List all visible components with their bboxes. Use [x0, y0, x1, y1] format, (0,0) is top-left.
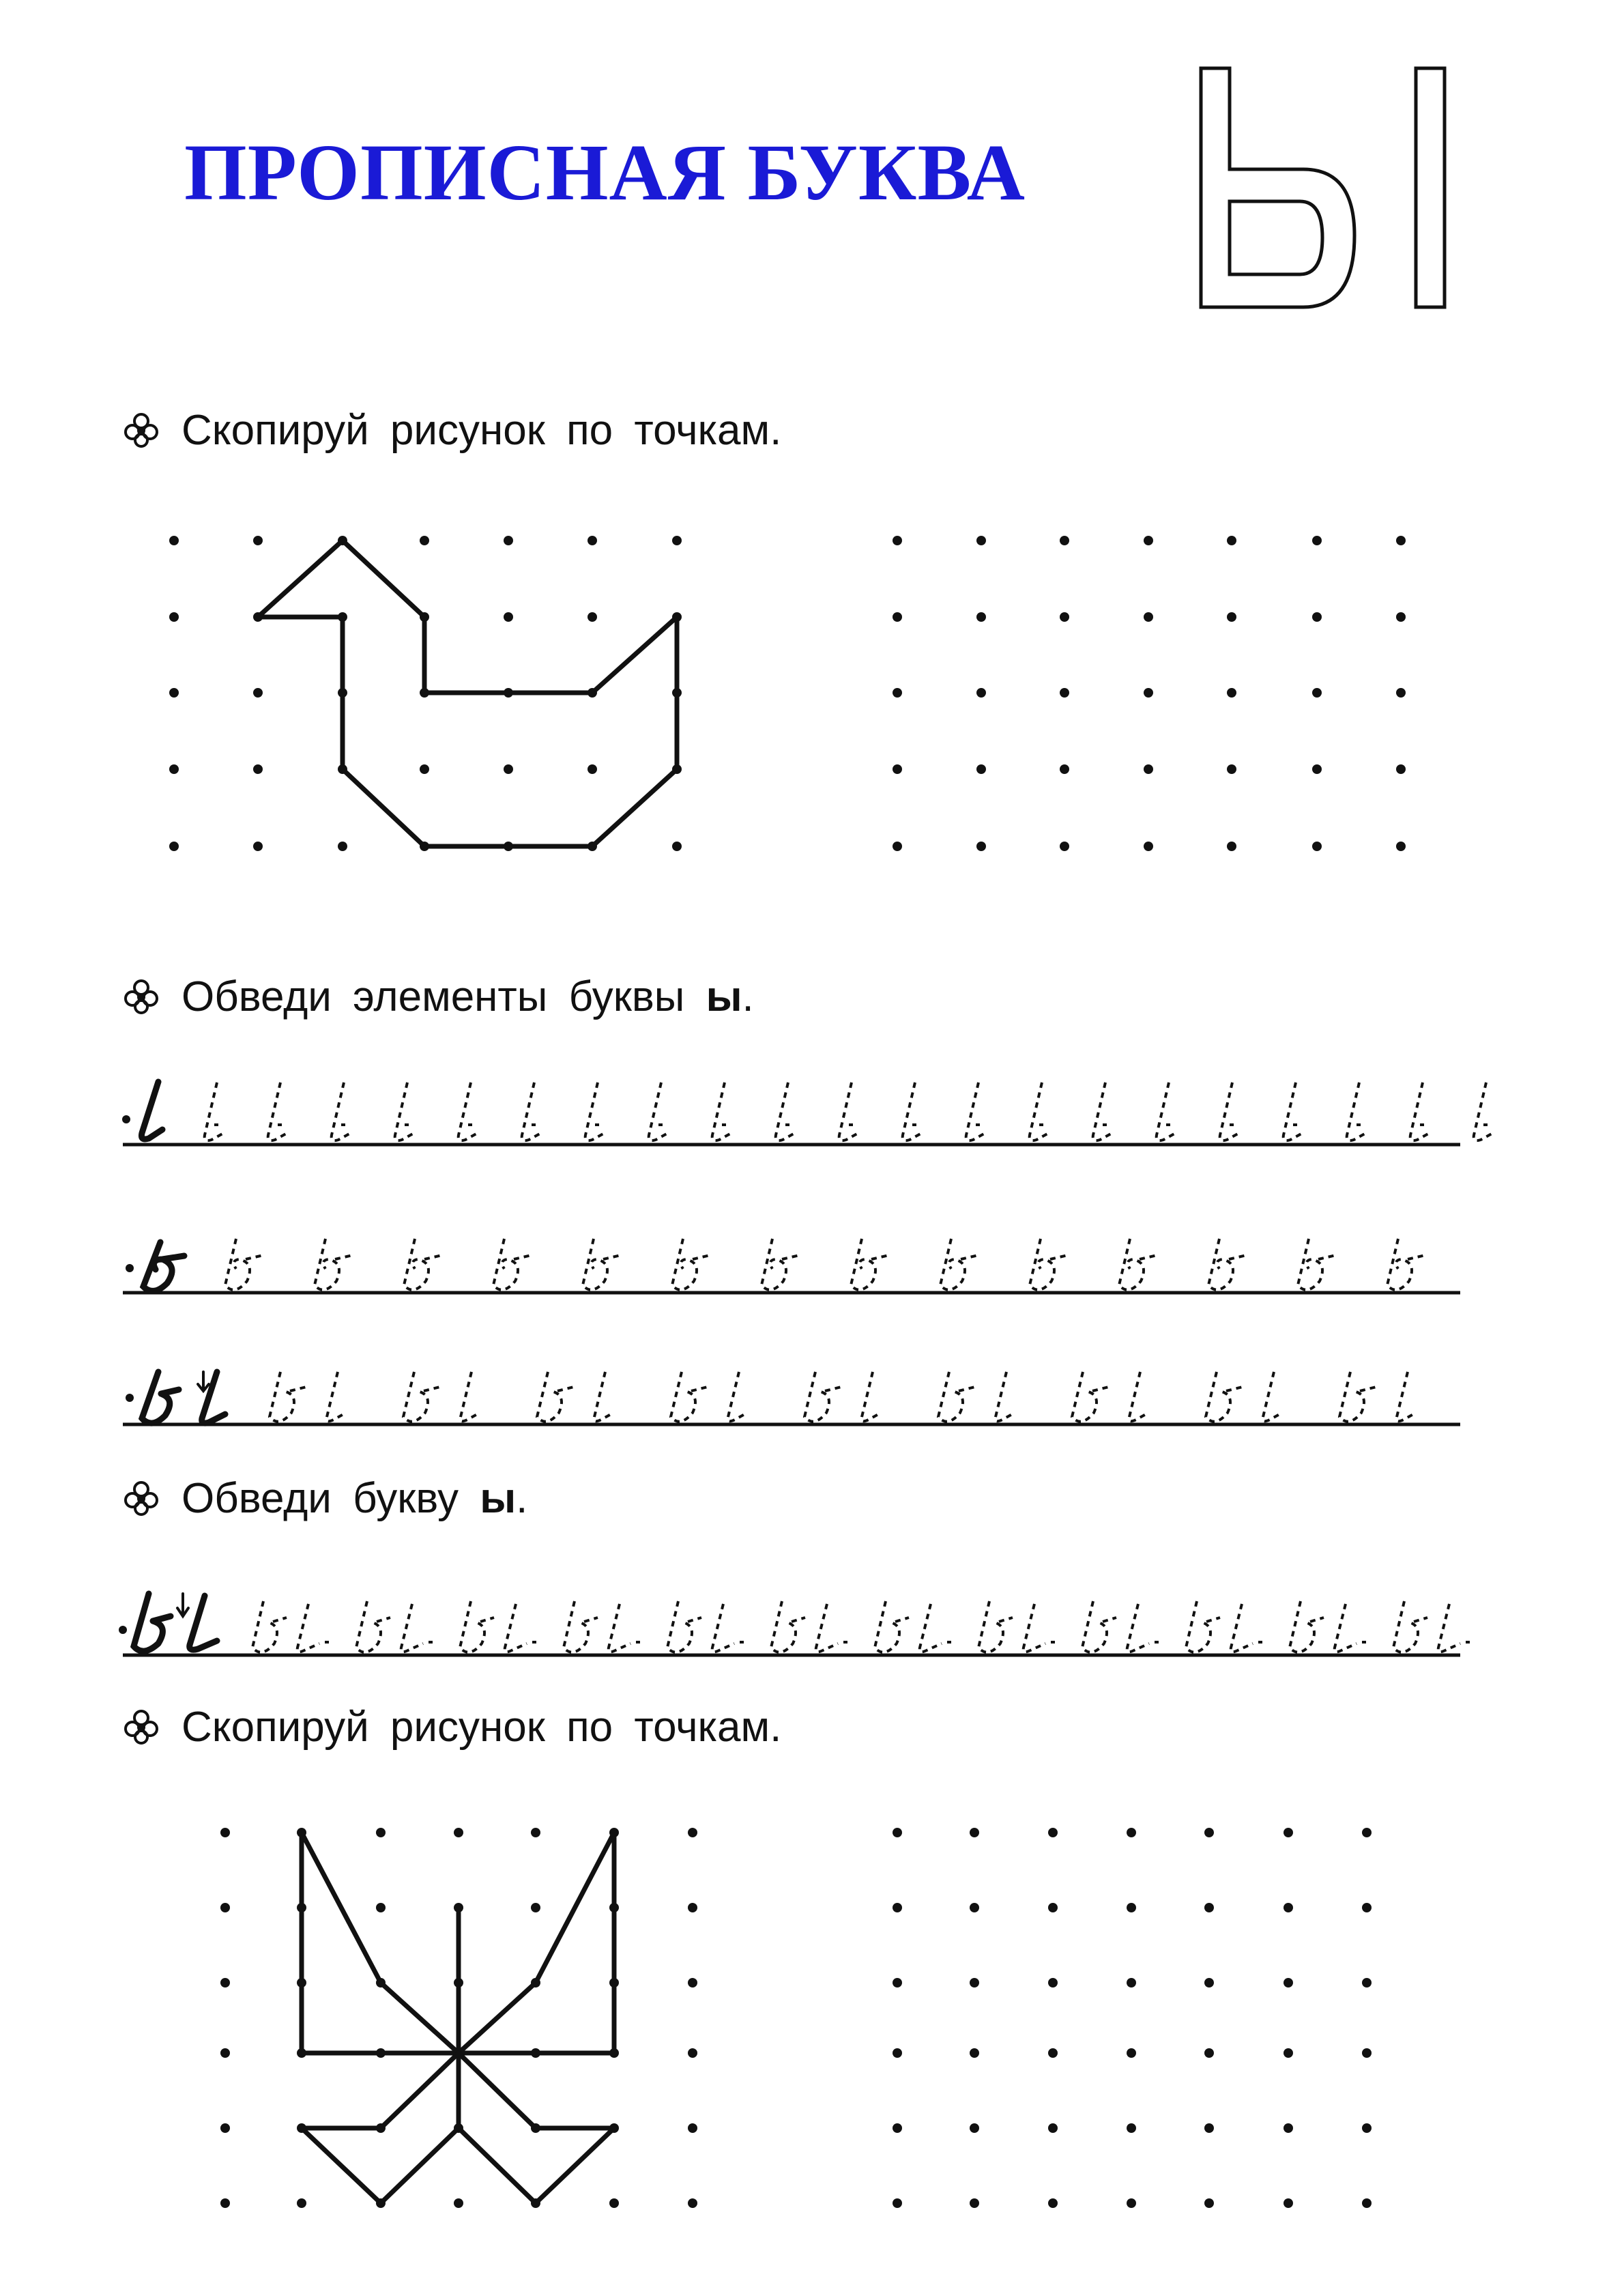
trace-element-i — [649, 1082, 668, 1140]
grid-dot — [1227, 688, 1236, 698]
grid-dot — [1362, 2198, 1372, 2208]
grid-dot — [588, 612, 597, 622]
grid-dot — [893, 1828, 902, 1837]
grid-dot — [970, 1828, 979, 1837]
grid-dot — [1204, 2198, 1214, 2208]
grid-dot — [1362, 1978, 1372, 1988]
trace-soft-sign-i — [804, 1372, 881, 1422]
grid-dot — [1312, 764, 1322, 774]
trace-element-i — [1474, 1082, 1493, 1140]
trace-element-soft-sign — [851, 1239, 889, 1290]
trace-element-i — [585, 1082, 605, 1140]
grid-dot — [1312, 688, 1322, 698]
grid-dot — [220, 2123, 230, 2133]
grid-dot — [970, 2198, 979, 2208]
trace-letter-y — [1393, 1601, 1470, 1652]
grid-dot — [1060, 764, 1069, 774]
grid-dot — [1284, 2198, 1293, 2208]
grid-dot — [1144, 536, 1153, 545]
grid-dot — [1362, 1828, 1372, 1837]
page-title: ПРОПИСНАЯ БУКВА — [184, 128, 1026, 217]
grid-dot — [504, 612, 513, 622]
grid-dot — [1284, 1978, 1293, 1988]
writing-row-2 — [123, 1239, 1460, 1293]
grid-dot — [893, 536, 902, 545]
grid-dot — [1048, 1903, 1058, 1912]
grid-dot — [588, 536, 597, 545]
grid-dot — [1060, 612, 1069, 622]
grid-dot — [1060, 688, 1069, 698]
grid-dot — [672, 536, 682, 545]
grid-dot — [253, 842, 263, 851]
grid-dot — [970, 2048, 979, 2058]
task-tail: . — [742, 973, 754, 1020]
grid-dot — [1204, 1828, 1214, 1837]
grid-dot — [220, 1978, 230, 1988]
trace-element-i — [1284, 1082, 1303, 1140]
task-text: Обведи букву — [182, 1475, 480, 1522]
grid-dot — [970, 1903, 979, 1912]
sample-element-2 — [126, 1242, 184, 1291]
grid-dot — [893, 1978, 902, 1988]
grid-dot — [976, 536, 986, 545]
grid-dot — [1127, 2198, 1136, 2208]
trace-soft-sign-i — [671, 1372, 747, 1422]
grid-dot — [893, 842, 902, 851]
grid-dot — [976, 842, 986, 851]
task-text: Обведи элементы буквы — [182, 973, 706, 1020]
grid-dot — [169, 764, 179, 774]
grid-dot — [1362, 2123, 1372, 2133]
grid-dot — [454, 2198, 463, 2208]
grid-dot — [1060, 842, 1069, 851]
trace-elements-row-1 — [205, 1082, 1493, 1140]
trace-soft-sign-i — [403, 1372, 480, 1422]
grid-dot — [454, 1828, 463, 1837]
grid-dot — [376, 1903, 386, 1912]
trace-letter-y — [1290, 1601, 1366, 1652]
trace-element-i — [1030, 1082, 1049, 1140]
grid-dot — [1048, 1828, 1058, 1837]
writing-row-3 — [123, 1372, 1460, 1424]
sample-letter-row — [119, 1594, 217, 1651]
trace-element-i — [1410, 1082, 1430, 1140]
grid-dot — [1284, 2048, 1293, 2058]
grid-dot — [688, 1903, 697, 1912]
trace-soft-sign-i — [1339, 1372, 1416, 1422]
trace-element-soft-sign — [493, 1239, 532, 1290]
grid-dot — [1048, 2123, 1058, 2133]
grid-dot — [588, 764, 597, 774]
trace-element-i — [1347, 1082, 1366, 1140]
grid-dot — [609, 2198, 619, 2208]
sample-element-1 — [122, 1082, 162, 1139]
trace-element-i — [332, 1082, 351, 1140]
trace-letters-row — [252, 1601, 1470, 1652]
grid-dot — [893, 688, 902, 698]
grid-dot — [688, 2123, 697, 2133]
trace-soft-sign-i — [1206, 1372, 1282, 1422]
grid-dot — [253, 536, 263, 545]
task-text: Скопируй рисунок по точкам. — [182, 1704, 782, 1751]
task-letter: ы — [706, 973, 742, 1020]
trace-element-i — [1157, 1082, 1176, 1140]
grid-dot — [169, 842, 179, 851]
trace-letter-y — [460, 1601, 536, 1652]
grid-dot — [1204, 2123, 1214, 2133]
task-text: Скопируй рисунок по точкам. — [182, 407, 782, 454]
duck-figure — [258, 541, 677, 846]
writing-row-1 — [122, 1082, 1493, 1145]
grid-dot — [1144, 764, 1153, 774]
trace-element-i — [839, 1082, 858, 1140]
trace-element-i — [966, 1082, 985, 1140]
task-letter: ы — [480, 1475, 517, 1522]
trace-element-i — [1220, 1082, 1239, 1140]
grid-dot — [1396, 536, 1406, 545]
trace-letter-y — [875, 1601, 951, 1652]
grid-dot — [1312, 612, 1322, 622]
trace-element-soft-sign — [1387, 1239, 1425, 1290]
grid-dot — [1144, 688, 1153, 698]
grid-dot — [1204, 1978, 1214, 1988]
grid-dot — [893, 2123, 902, 2133]
grid-dot — [1127, 1828, 1136, 1837]
grid-dot — [893, 2048, 902, 2058]
trace-element-i — [205, 1082, 224, 1140]
trace-element-i — [776, 1082, 795, 1140]
trace-element-i — [903, 1082, 922, 1140]
trace-letter-y — [978, 1601, 1055, 1652]
trace-element-soft-sign — [1030, 1239, 1068, 1290]
trace-element-i — [522, 1082, 541, 1140]
grid-dot — [1227, 842, 1236, 851]
writing-row-4 — [119, 1594, 1470, 1655]
trace-element-soft-sign — [583, 1239, 621, 1290]
trace-soft-sign-i — [270, 1372, 346, 1422]
grid-dot — [1362, 1903, 1372, 1912]
trace-letter-y — [1186, 1601, 1262, 1652]
grid-dot — [1127, 2123, 1136, 2133]
grid-dot — [970, 2123, 979, 2133]
dot-grid-empty-1 — [893, 536, 1406, 851]
grid-dot — [1144, 842, 1153, 851]
dot-grid-empty-2 — [893, 1828, 1372, 2208]
grid-dot — [169, 536, 179, 545]
grid-dot — [504, 536, 513, 545]
grid-dot — [1227, 764, 1236, 774]
trace-letter-y — [356, 1601, 433, 1652]
grid-dot — [531, 1903, 540, 1912]
grid-dot — [1127, 1978, 1136, 1988]
grid-dot — [220, 2198, 230, 2208]
trace-elements-row-3 — [270, 1372, 1416, 1422]
grid-dot — [688, 2048, 697, 2058]
trace-soft-sign-i — [938, 1372, 1015, 1422]
grid-dot — [1204, 1903, 1214, 1912]
grid-dot — [220, 1828, 230, 1837]
grid-dot — [1204, 2048, 1214, 2058]
trace-letter-y — [252, 1601, 329, 1652]
trace-soft-sign-i — [537, 1372, 613, 1422]
grid-dot — [220, 2048, 230, 2058]
grid-dot — [1227, 612, 1236, 622]
trace-letter-y — [771, 1601, 847, 1652]
grid-dot — [1396, 764, 1406, 774]
grid-dot — [253, 688, 263, 698]
grid-dot — [531, 1828, 540, 1837]
grid-dot — [893, 1903, 902, 1912]
trace-element-soft-sign — [404, 1239, 442, 1290]
grid-dot — [1227, 536, 1236, 545]
sample-element-3 — [126, 1372, 225, 1423]
task-tail: . — [516, 1475, 528, 1522]
grid-dot — [976, 612, 986, 622]
grid-dot — [1312, 842, 1322, 851]
trace-element-i — [268, 1082, 287, 1140]
grid-dot — [1312, 536, 1322, 545]
grid-dot — [253, 764, 263, 774]
trace-element-soft-sign — [672, 1239, 710, 1290]
grid-dot — [1048, 2048, 1058, 2058]
trace-letter-y — [564, 1601, 640, 1652]
trace-letter-y — [1082, 1601, 1159, 1652]
trace-element-soft-sign — [225, 1239, 263, 1290]
grid-dot — [1362, 2048, 1372, 2058]
trace-element-i — [459, 1082, 478, 1140]
grid-dot — [376, 1828, 386, 1837]
grid-dot — [220, 1903, 230, 1912]
grid-dot — [420, 536, 429, 545]
grid-dot — [1127, 2048, 1136, 2058]
grid-dot — [1284, 1828, 1293, 1837]
trace-element-soft-sign — [1208, 1239, 1247, 1290]
grid-dot — [672, 842, 682, 851]
trace-element-i — [1093, 1082, 1112, 1140]
grid-dot — [169, 612, 179, 622]
grid-dot — [420, 764, 429, 774]
grid-dot — [169, 688, 179, 698]
grid-dot — [1144, 612, 1153, 622]
trace-element-soft-sign — [1298, 1239, 1336, 1290]
grid-dot — [1048, 2198, 1058, 2208]
trace-letter-y — [667, 1601, 744, 1652]
trace-element-i — [395, 1082, 414, 1140]
grid-dot — [338, 842, 347, 851]
trace-elements-row-2 — [225, 1239, 1425, 1290]
grid-dot — [688, 1978, 697, 1988]
trace-element-soft-sign — [940, 1239, 978, 1290]
grid-dot — [504, 764, 513, 774]
grid-dot — [976, 764, 986, 774]
grid-dot — [970, 1978, 979, 1988]
grid-dot — [297, 2198, 306, 2208]
grid-dot — [1396, 688, 1406, 698]
grid-dot — [688, 2198, 697, 2208]
grid-dot — [688, 1828, 697, 1837]
grid-dot — [1060, 536, 1069, 545]
trace-soft-sign-i — [1072, 1372, 1148, 1422]
grid-dot — [1284, 1903, 1293, 1912]
trace-element-i — [712, 1082, 731, 1140]
grid-dot — [893, 764, 902, 774]
grid-dot — [1284, 2123, 1293, 2133]
grid-dot — [893, 2198, 902, 2208]
trace-element-soft-sign — [762, 1239, 800, 1290]
trace-element-soft-sign — [1119, 1239, 1157, 1290]
grid-dot — [1127, 1903, 1136, 1912]
trace-element-soft-sign — [315, 1239, 353, 1290]
grid-dot — [1396, 612, 1406, 622]
grid-dot — [1048, 1978, 1058, 1988]
butterfly-figure — [302, 1833, 614, 2203]
grid-dot — [976, 688, 986, 698]
grid-dot — [893, 612, 902, 622]
grid-dot — [1396, 842, 1406, 851]
